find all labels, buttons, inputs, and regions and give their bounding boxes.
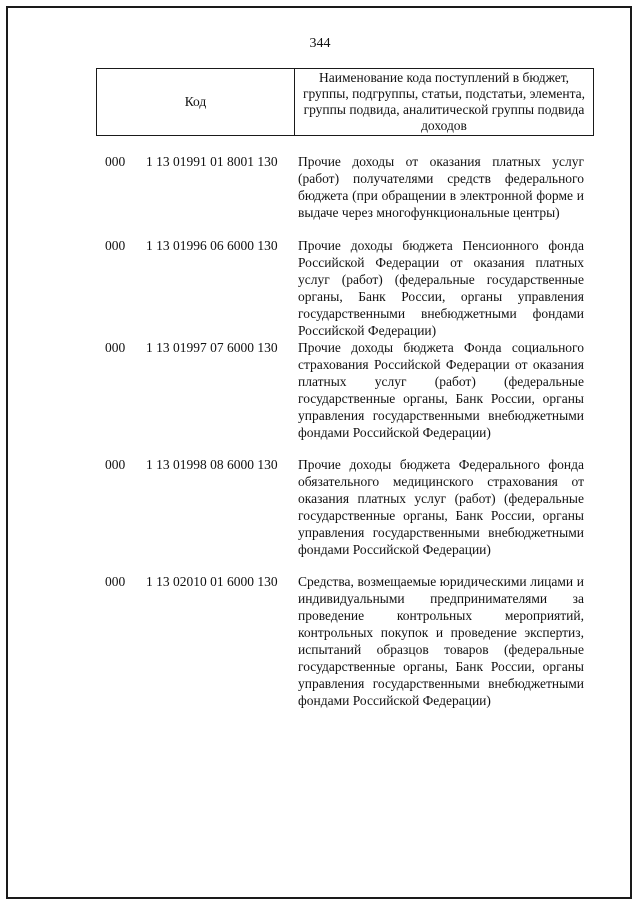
income-code: 1 13 01991 01 8001 130 [146, 154, 278, 169]
income-description: Прочие доходы бюджета Пенсионного фонда Российской Федерации от оказания платных услуг (работ) (федеральные государственные органы, Банк России, органы управления государственными внебюджетными фондами Российской Федерации) [298, 238, 584, 338]
name-column-header: Наименование кода поступлений в бюджет, группы, подгруппы, статьи, подстатьи, элемента, группы подвида, аналитической группы подвида доходов [295, 69, 594, 136]
income-code: 1 13 02010 01 6000 130 [146, 574, 278, 589]
income-description: Прочие доходы бюджета Фонда социального страхования Российской Федерации от оказания платных услуг (работ) (федеральные государственные органы, Банк России, органы управления государственными внебюджетными фондами Российской Федерации) [298, 340, 584, 440]
income-code: 1 13 01996 06 6000 130 [146, 238, 278, 253]
income-description: Прочие доходы бюджета Федерального фонда обязательного медицинского страхования от оказания платных услуг (работ) (федеральные государственные органы, Банк России, органы управления государственными внебюджетными фондами Российской Федерации) [298, 457, 584, 557]
code-column-header: Код [97, 69, 295, 136]
income-code: 1 13 01998 08 6000 130 [146, 457, 278, 472]
admin-code: 000 [105, 340, 126, 355]
admin-code: 000 [105, 238, 126, 253]
admin-code: 000 [105, 574, 126, 589]
income-description: Средства, возмещаемые юридическими лицами и индивидуальными предпринимателями за проведение контрольных мероприятий, контрольных покупок и проведение экспертиз, испытаний образцов товаров (федеральные государственные органы, Банк России, органы управления государственными внебюджетными фондами Российской Федерации) [298, 574, 584, 708]
admin-code: 000 [105, 457, 126, 472]
page-border [6, 6, 632, 899]
table-header [96, 68, 594, 136]
income-code: 1 13 01997 07 6000 130 [146, 340, 278, 355]
admin-code: 000 [105, 154, 126, 169]
page-number: 344 [309, 36, 331, 51]
income-description: Прочие доходы от оказания платных услуг (работ) получателями средств федерального бюджета (при обращении в электронной форме и выдаче через многофункциональные центры) [298, 154, 584, 220]
